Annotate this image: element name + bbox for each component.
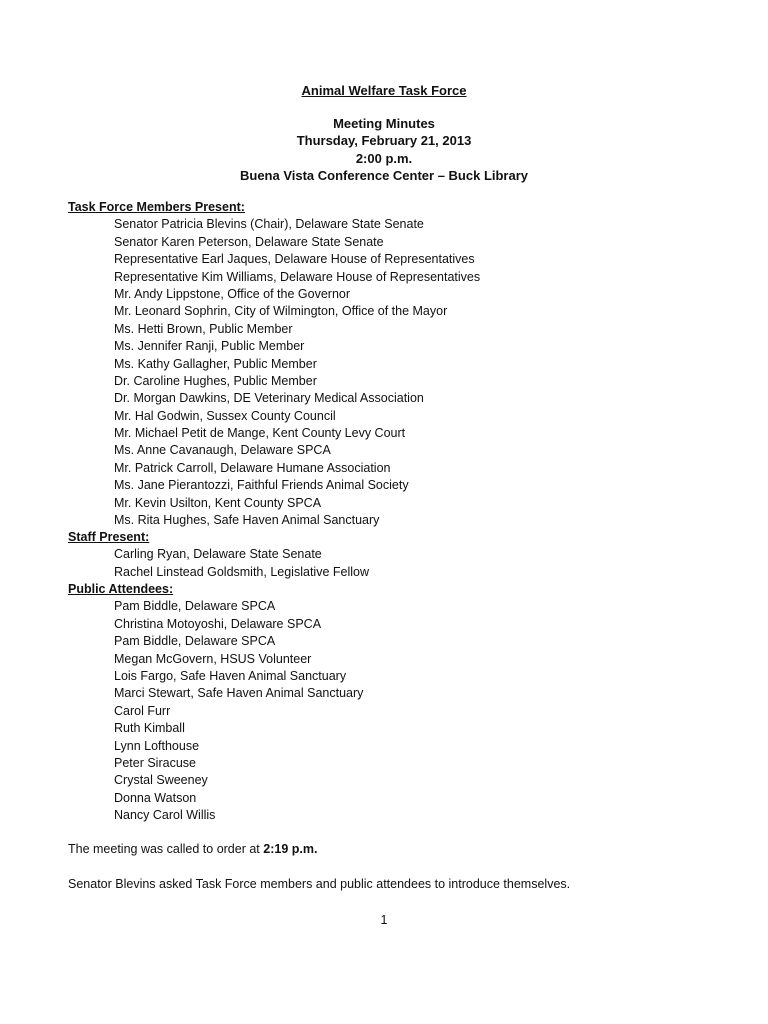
call-to-order-text: The meeting was called to order at: [68, 842, 264, 856]
list-item: Dr. Caroline Hughes, Public Member: [114, 373, 317, 388]
list-item: Mr. Kevin Usilton, Kent County SPCA: [114, 495, 322, 510]
list-item: Crystal Sweeney: [114, 773, 208, 788]
list-item: Senator Patricia Blevins (Chair), Delaware State Senate: [114, 217, 424, 232]
list-item: Peter Siracuse: [114, 755, 196, 770]
list-item: Ms. Anne Cavanaugh, Delaware SPCA: [114, 443, 331, 458]
list-item: Pam Biddle, Delaware SPCA: [114, 634, 276, 649]
list-item: Donna Watson: [114, 790, 197, 805]
list-item: Carol Furr: [114, 703, 171, 718]
list-item: Mr. Andy Lippstone, Office of the Governor: [114, 286, 351, 301]
members-present-heading: Task Force Members Present:: [68, 200, 245, 214]
list-item: Representative Kim Williams, Delaware House of Representatives: [114, 269, 481, 284]
page-number: 1: [380, 913, 388, 927]
list-item: Nancy Carol Willis: [114, 808, 216, 823]
list-item: Dr. Morgan Dawkins, DE Veterinary Medical Association: [114, 391, 424, 406]
list-item: Lois Fargo, Safe Haven Animal Sanctuary: [114, 668, 347, 683]
list-item: Ms. Rita Hughes, Safe Haven Animal Sanctuary: [114, 513, 380, 528]
list-item: Mr. Leonard Sophrin, City of Wilmington, Office of the Mayor: [114, 304, 448, 319]
list-item: Mr. Patrick Carroll, Delaware Humane Association: [114, 460, 391, 475]
list-item: Mr. Hal Godwin, Sussex County Council: [114, 408, 336, 423]
public-attendees-list: [68, 598, 708, 824]
members-present-list: [68, 216, 708, 529]
public-attendees-heading: Public Attendees:: [68, 582, 174, 596]
list-item: Carling Ryan, Delaware State Senate: [114, 547, 322, 562]
meeting-type: Meeting Minutes: [333, 116, 435, 131]
introductions-paragraph: Senator Blevins asked Task Force members and public attendees to introduce themselves.: [68, 877, 571, 891]
document-title: Animal Welfare Task Force: [301, 83, 467, 98]
list-item: Megan McGovern, HSUS Volunteer: [114, 651, 312, 666]
list-item: Rachel Linstead Goldsmith, Legislative Fellow: [114, 564, 369, 579]
list-item: Mr. Michael Petit de Mange, Kent County Levy Court: [114, 426, 406, 441]
staff-present-list: [68, 546, 708, 581]
members-present-section: [68, 199, 708, 529]
staff-present-section: [68, 529, 708, 581]
list-item: Senator Karen Peterson, Delaware State Senate: [114, 234, 384, 249]
staff-present-heading: Staff Present:: [68, 530, 150, 544]
list-item: Lynn Lofthouse: [114, 738, 200, 753]
call-to-order-paragraph: [68, 841, 708, 858]
meeting-date: Thursday, February 21, 2013: [296, 133, 472, 148]
call-to-order-time: 2:19 p.m.: [263, 842, 318, 856]
list-item: Ruth Kimball: [114, 721, 185, 736]
meeting-location: Buena Vista Conference Center – Buck Library: [239, 168, 529, 183]
list-item: Ms. Jane Pierantozzi, Faithful Friends Animal Society: [114, 478, 409, 493]
list-item: Marci Stewart, Safe Haven Animal Sanctuary: [114, 686, 364, 701]
list-item: Representative Earl Jaques, Delaware House of Representatives: [114, 252, 475, 267]
list-item: Ms. Hetti Brown, Public Member: [114, 321, 293, 336]
public-attendees-section: [68, 581, 708, 824]
meeting-time: 2:00 p.m.: [355, 151, 413, 166]
list-item: Pam Biddle, Delaware SPCA: [114, 599, 276, 614]
list-item: Ms. Kathy Gallagher, Public Member: [114, 356, 317, 371]
list-item: Ms. Jennifer Ranji, Public Member: [114, 339, 305, 354]
list-item: Christina Motoyoshi, Delaware SPCA: [114, 616, 322, 631]
